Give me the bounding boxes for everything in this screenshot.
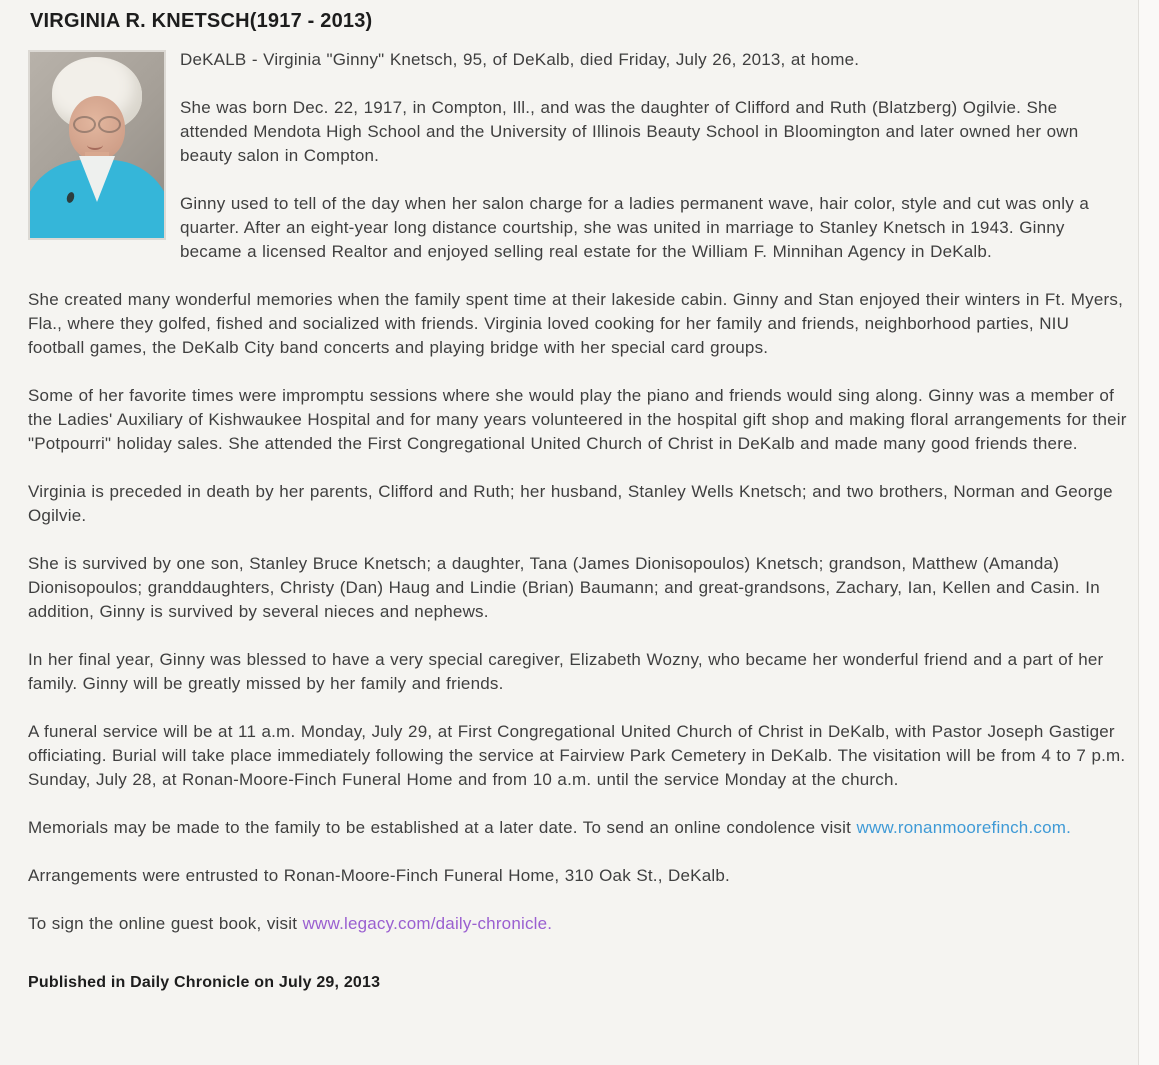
page-title: VIRGINIA R. KNETSCH(1917 - 2013) bbox=[30, 10, 373, 32]
death-announcement-paragraph: DeKALB - Virginia "Ginny" Knetsch, 95, of DeKalb, died Friday, July 26, 2013, at home. bbox=[180, 50, 860, 69]
legacy-guestbook-link[interactable]: www.legacy.com/daily-chronicle. bbox=[302, 914, 553, 933]
obituary-document bbox=[28, 8, 1128, 994]
photo-smile bbox=[87, 140, 103, 150]
portrait-photo bbox=[28, 50, 166, 240]
caregiver-paragraph: In her final year, Ginny was blessed to have a very special caregiver, Elizabeth Wozny, who became her wonderful friend and a part of her family. Ginny will be greatly missed by her family and friends. bbox=[28, 650, 1104, 693]
survivors-paragraph: She is survived by one son, Stanley Bruce Knetsch; a daughter, Tana (James Dionisopoulos) Knetsch; grandson, Matthew (Amanda) Dionisopoulos; granddaughters, Christy (Dan) Haug and Lindie (Brian) Baumann; and great-grandsons, Zachary, Ian, Kellen and Casin. In addition, Ginny is survived by several nieces and nephews. bbox=[28, 554, 1100, 621]
arrangements-paragraph: Arrangements were entrusted to Ronan-Moore-Finch Funeral Home, 310 Oak St., DeKalb. bbox=[28, 866, 730, 885]
guestbook-paragraph bbox=[28, 912, 1128, 936]
photo-glasses-right bbox=[98, 116, 121, 133]
early-life-paragraph: She was born Dec. 22, 1917, in Compton, Ill., and was the daughter of Clifford and Ruth (Blatzberg) Ogilvie. She attended Mendota High School and the University of Illinois Beauty School in Bloomington and later owned her own beauty salon in Compton. bbox=[180, 98, 1079, 165]
funeral-service-paragraph: A funeral service will be at 11 a.m. Monday, July 29, at First Congregational United Church of Christ in DeKalb, with Pastor Joseph Gastiger officiating. Burial will take place immediately following the service at Fairview Park Cemetery in DeKalb. The visitation will be from 4 to 7 p.m. Sunday, July 28, at Ronan-Moore-Finch Funeral Home and from 10 a.m. until the service Monday at the church. bbox=[28, 722, 1126, 789]
photo-glasses-left bbox=[73, 116, 96, 133]
guestbook-text: To sign the online guest book, visit bbox=[28, 914, 298, 933]
memorials-paragraph bbox=[28, 816, 1128, 840]
community-activities-paragraph: Some of her favorite times were impromptu sessions where she would play the piano and friends would sing along. Ginny was a member of the Ladies' Auxiliary of Kishwaukee Hospital and for many years volunteered in the hospital gift shop and making floral arrangements for their "Potpourri" holiday sales. She attended the First Congregational United Church of Christ in DeKalb and made many good friends there. bbox=[28, 386, 1127, 453]
marriage-career-paragraph: Ginny used to tell of the day when her salon charge for a ladies permanent wave, hair color, style and cut was only a quarter. After an eight-year long distance courtship, she was united in marriage to Stanley Knetsch in 1943. Ginny became a licensed Realtor and enjoyed selling real estate for the William F. Minnihan Agency in DeKalb. bbox=[180, 194, 1090, 261]
memorials-text: Memorials may be made to the family to be established at a later date. To send an online condolence visit bbox=[28, 818, 852, 837]
family-memories-paragraph: She created many wonderful memories when the family spent time at their lakeside cabin. Ginny and Stan enjoyed their winters in Ft. Myers, Fla., where they golfed, fished and socialized with friends. Virginia loved cooking for her family and friends, neighborhood parties, NIU football games, the DeKalb City band concerts and playing bridge with her special card groups. bbox=[28, 290, 1123, 357]
publication-footer: Published in Daily Chronicle on July 29, 2013 bbox=[28, 974, 381, 991]
funeral-home-condolence-link[interactable]: www.ronanmoorefinch.com. bbox=[856, 818, 1072, 837]
preceded-in-death-paragraph: Virginia is preceded in death by her parents, Clifford and Ruth; her husband, Stanley Wells Knetsch; and two brothers, Norman and George Ogilvie. bbox=[28, 482, 1113, 525]
scan-edge-artifact bbox=[1138, 0, 1159, 1065]
